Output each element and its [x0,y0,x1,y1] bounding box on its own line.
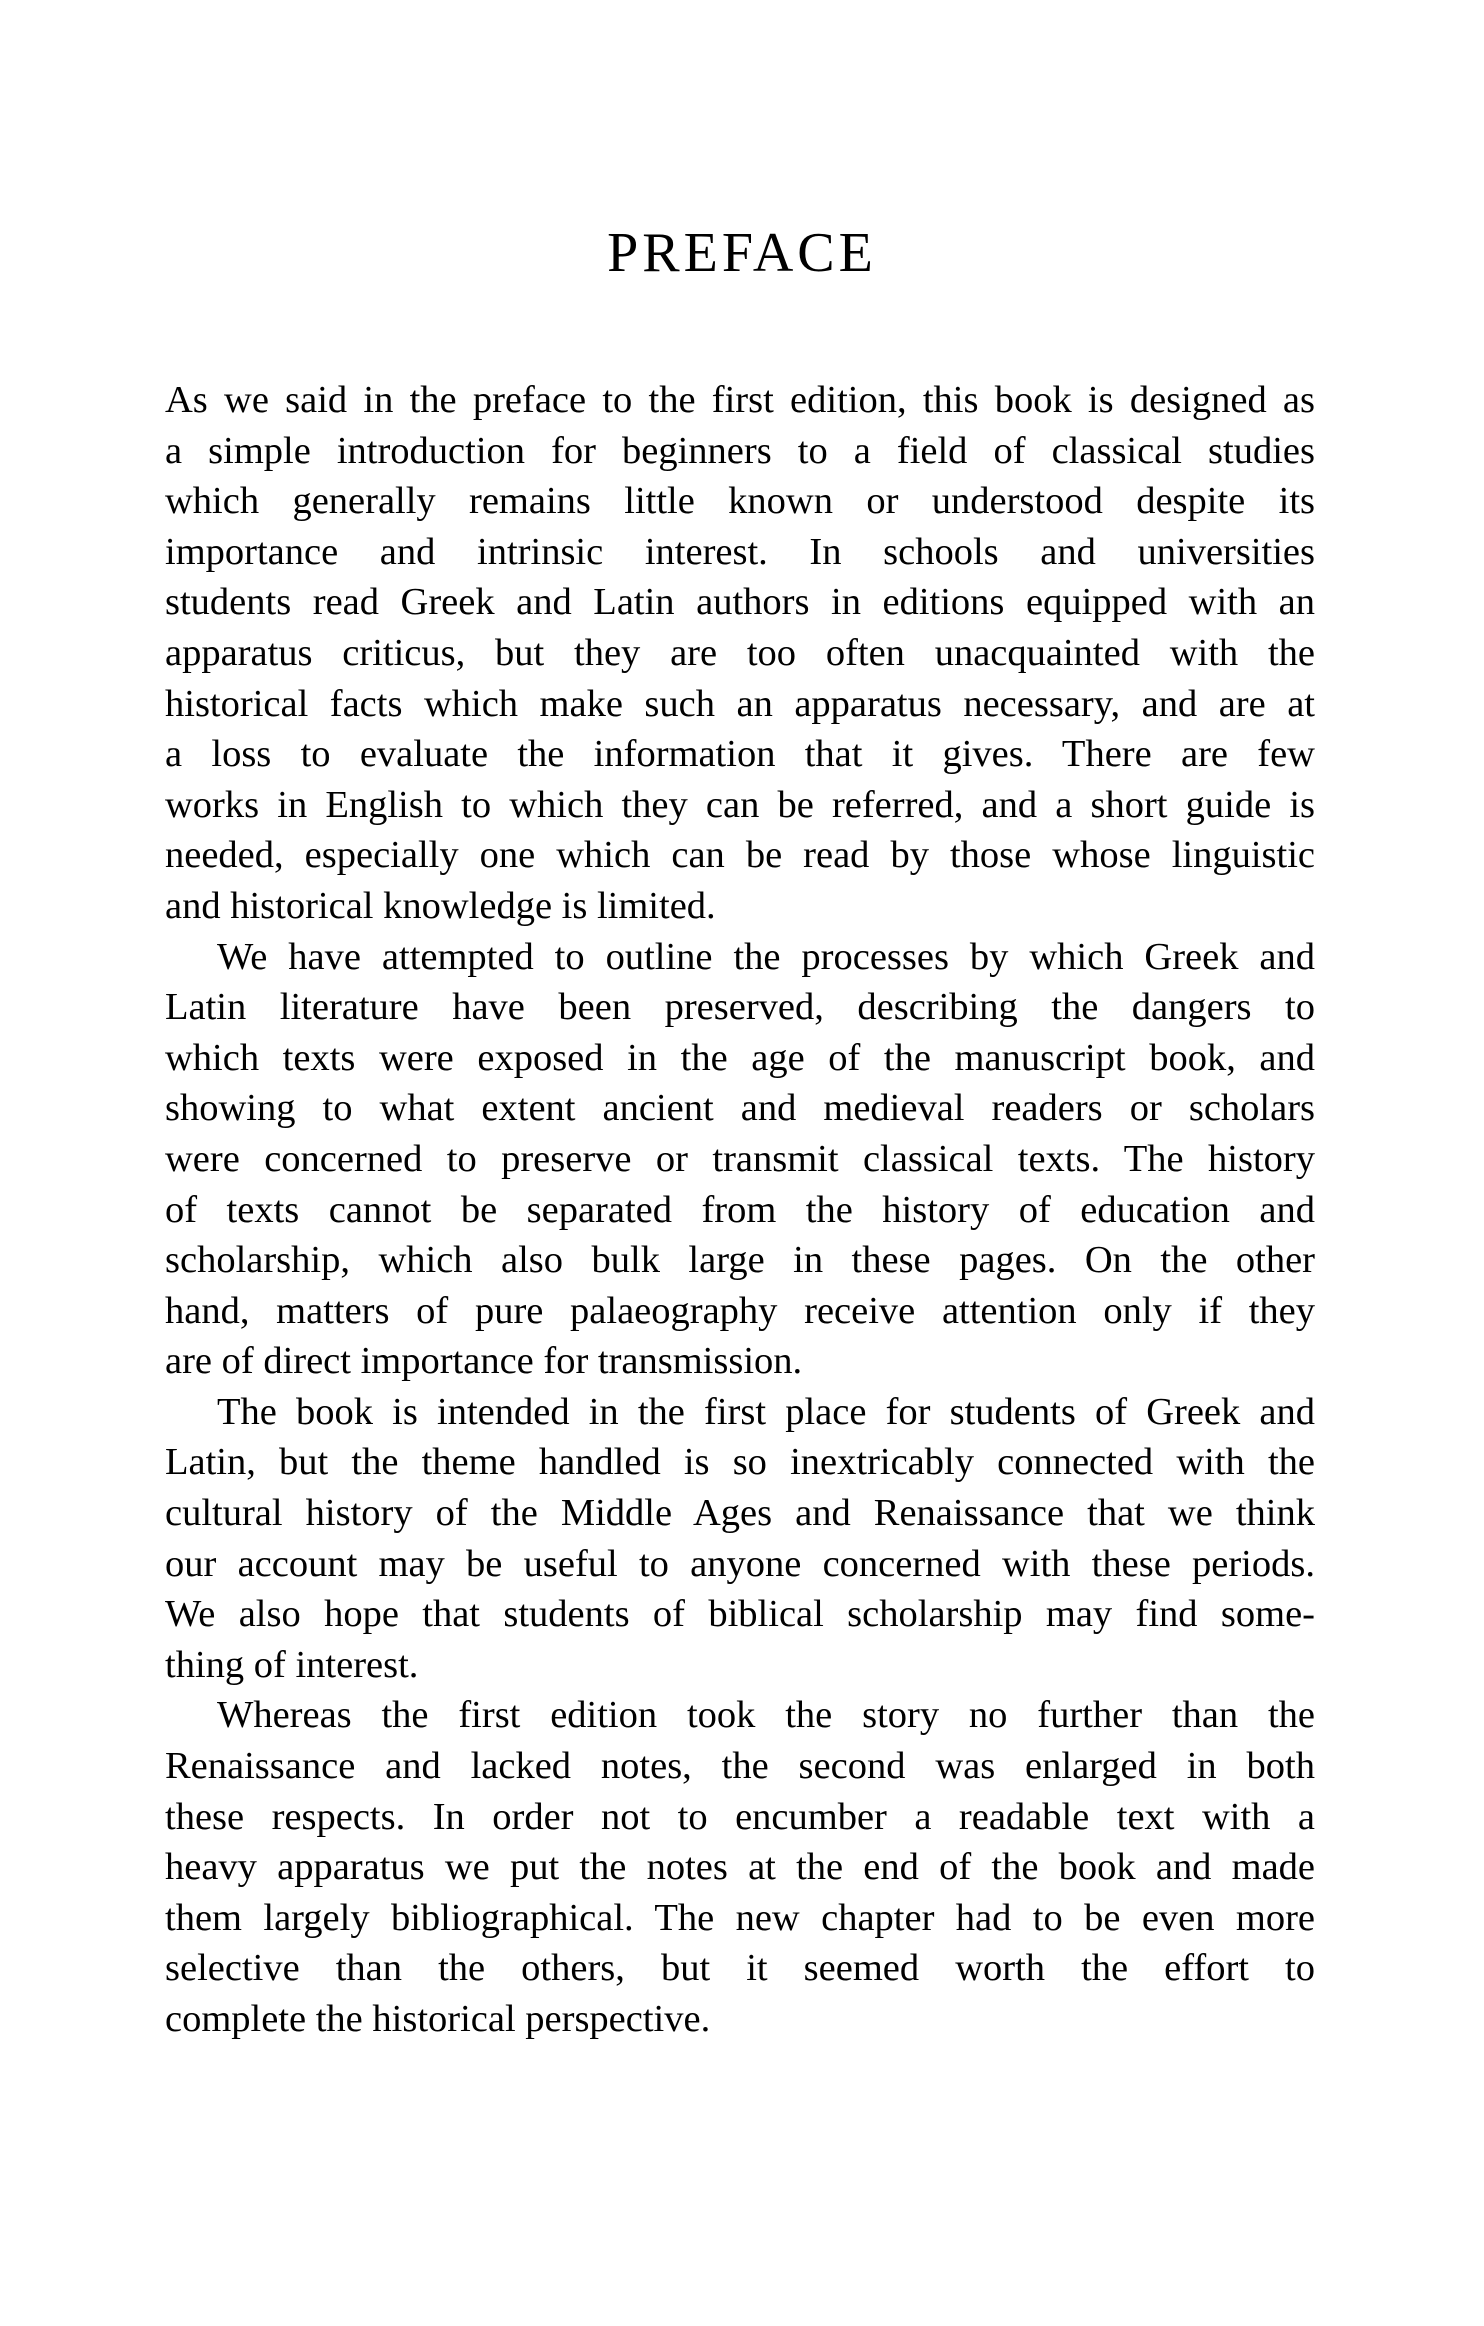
text-line: a simple introduction for beginners to a field of classical studies [165,429,1315,472]
text-line: are of direct importance for transmission. [165,1340,803,1383]
text-line: The book is intended in the first place for students of Greek and [217,1390,1315,1433]
text-line: which generally remains little known or understood despite its [165,480,1315,523]
text-line: hand, matters of pure palaeography receive attention only if they [165,1289,1315,1332]
text-line: of texts cannot be separated from the history of education and [165,1188,1315,1231]
text-line: apparatus criticus, but they are too often unacquainted with the [165,631,1315,674]
text-line: We also hope that students of biblical scholarship may find some- [165,1593,1315,1636]
text-line: historical facts which make such an apparatus necessary, and are at [165,682,1315,725]
text-line: showing to what extent ancient and medieval readers or scholars [165,1087,1315,1130]
text-line: importance and intrinsic interest. In schools and universities [165,530,1315,573]
text-line: needed, especially one which can be read by those whose linguistic [165,834,1315,877]
text-line: works in English to which they can be referred, and a short guide is [165,783,1315,826]
text-line: As we said in the preface to the first edition, this book is designed as [165,379,1315,421]
text-line: our account may be useful to anyone concerned with these periods. [165,1542,1315,1585]
page-title: PREFACE [607,222,877,284]
paragraph-4 [165,1690,1315,2044]
paragraph-2 [165,932,1315,1387]
text-line: and historical knowledge is limited. [165,884,716,927]
paragraph-1 [165,375,1315,932]
text-line: We have attempted to outline the processes by which Greek and [217,935,1315,978]
text-line: a loss to evaluate the information that it gives. There are few [165,733,1315,776]
paragraph-3 [165,1387,1315,1691]
text-line: thing of interest. [165,1643,419,1686]
text-line: Whereas the first edition took the story no further than the [217,1694,1315,1737]
text-line: heavy apparatus we put the notes at the end of the book and made [165,1846,1315,1889]
text-line: which texts were exposed in the age of the manuscript book, and [165,1036,1315,1079]
preface-body [165,375,1315,2045]
text-line: them largely bibliographical. The new chapter had to be even more [165,1896,1315,1939]
text-line: were concerned to preserve or transmit classical texts. The history [165,1137,1315,1180]
text-line: Latin, but the theme handled is so inextricably connected with the [165,1441,1315,1484]
text-line: Latin literature have been preserved, describing the dangers to [165,986,1315,1029]
text-line: complete the historical perspective. [165,1998,711,2040]
text-line: scholarship, which also bulk large in these pages. On the other [165,1239,1315,1282]
text-line: cultural history of the Middle Ages and Renaissance that we think [165,1492,1315,1535]
text-line: selective than the others, but it seemed worth the effort to [165,1947,1315,1990]
text-line: students read Greek and Latin authors in editions equipped with an [165,581,1315,624]
text-line: Renaissance and lacked notes, the second was enlarged in both [165,1745,1315,1788]
text-line: these respects. In order not to encumber a readable text with a [165,1795,1315,1838]
